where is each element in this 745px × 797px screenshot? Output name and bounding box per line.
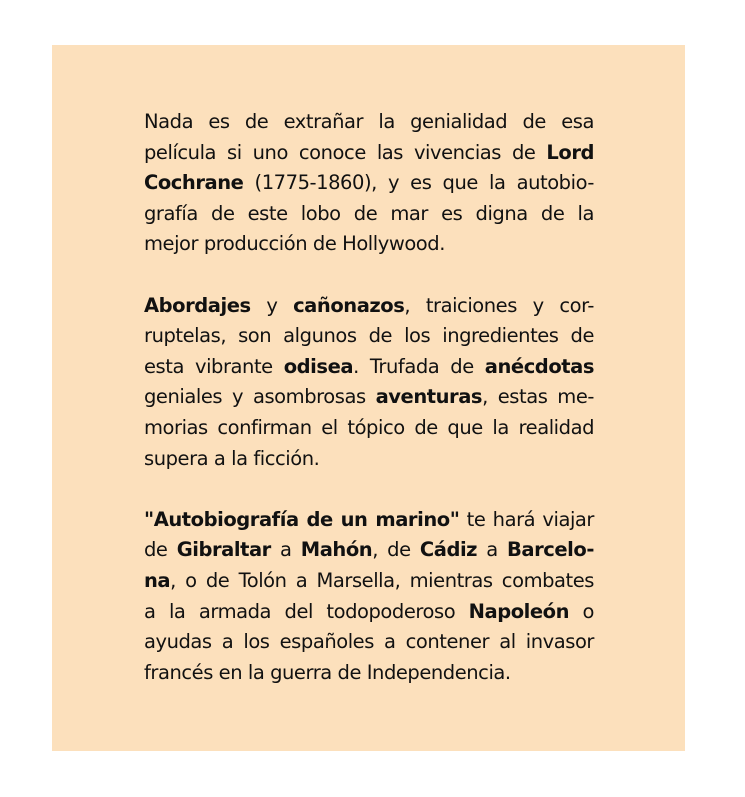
text-run: película si uno conoce las vivencias de	[144, 140, 547, 164]
text-run: geniales y asombrosas	[144, 385, 376, 409]
bold-text: na	[144, 568, 171, 592]
text-run: grafía de este lobo de mar es digna de la	[144, 201, 594, 225]
text-run: te hará viajar	[459, 507, 595, 531]
text-line	[144, 627, 594, 658]
text-run: a	[477, 538, 507, 562]
text-line	[144, 505, 594, 536]
text-line	[144, 229, 594, 260]
text-line	[144, 535, 594, 566]
text-run: francés en la guerra de Independencia.	[144, 660, 511, 684]
bold-text: Napoleón	[468, 599, 570, 623]
text-line	[144, 382, 594, 413]
text-run: y	[250, 293, 294, 317]
text-line	[144, 352, 594, 383]
text-line	[144, 291, 594, 322]
bold-text: aventuras	[375, 385, 483, 409]
text-run: (1775-1860), y es que la autobio-	[243, 171, 594, 195]
text-line	[144, 107, 594, 138]
bold-text: cañonazos	[293, 293, 405, 317]
text-run: , estas me-	[482, 385, 594, 409]
text-panel	[52, 45, 685, 751]
text-run: , traiciones y cor-	[404, 293, 594, 317]
text-run: de	[144, 538, 177, 562]
text-run: Nada es de extrañar la genialidad de esa	[144, 110, 594, 133]
text-run: , o de Tolón a Marsella, mientras combates	[170, 568, 594, 592]
text-line	[144, 413, 594, 444]
text-line	[144, 168, 594, 199]
text-line	[144, 658, 594, 689]
text-run: esta vibrante	[144, 354, 284, 378]
text-line	[144, 138, 594, 169]
text-run: ayudas a los españoles a contener al invasor	[144, 630, 594, 654]
paragraph	[144, 107, 594, 260]
text-run: mejor producción de Hollywood.	[144, 232, 445, 256]
bold-text: Mahón	[300, 538, 373, 562]
text-run: a la armada del todopoderoso	[144, 599, 469, 623]
bold-text: "Autobiografía de un marino"	[144, 507, 460, 531]
text-line	[144, 597, 594, 628]
text-run: , de	[372, 538, 420, 562]
text-run: . Trufada de	[353, 354, 485, 378]
text-line	[144, 444, 594, 475]
bold-text: Abordajes	[144, 293, 251, 317]
text-run: morias confirman el tópico de que la realidad	[144, 415, 594, 439]
paragraph	[144, 505, 594, 689]
text-line	[144, 321, 594, 352]
text-run: a	[270, 538, 301, 562]
text-run: o	[569, 599, 595, 623]
bold-text: Lord	[546, 140, 594, 164]
bold-text: Cádiz	[419, 538, 478, 562]
text-run: ruptelas, son algunos de los ingredientes de	[144, 324, 594, 348]
bold-text: Barcelo-	[507, 538, 594, 562]
body-text	[144, 107, 594, 688]
bold-text: Gibraltar	[176, 538, 271, 562]
bold-text: odisea	[283, 354, 354, 378]
text-run: supera a la ficción.	[144, 446, 320, 470]
text-line	[144, 566, 594, 597]
text-line	[144, 199, 594, 230]
paragraph	[144, 291, 594, 475]
bold-text: anécdotas	[484, 354, 594, 378]
bold-text: Cochrane	[144, 171, 244, 195]
